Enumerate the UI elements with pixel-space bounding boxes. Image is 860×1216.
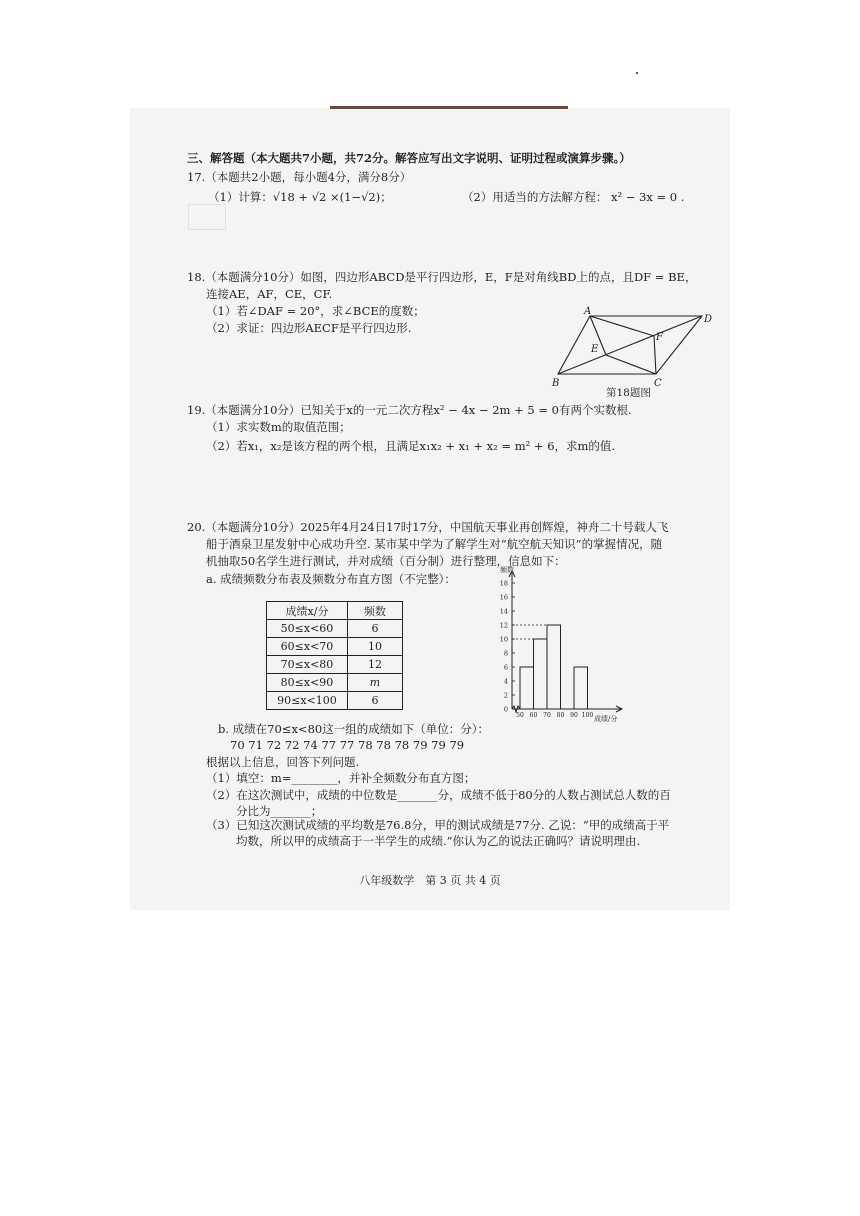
- y-tick-label: 0: [503, 705, 508, 714]
- table-row: [267, 656, 403, 674]
- x-tick-label: 50: [516, 712, 524, 719]
- q19-part2: （2）若x₁，x₂是该方程的两个根，且满足x₁x₂ + x₁ + x₂ = m² + 6，求m的值.: [206, 439, 616, 453]
- table-row: [267, 620, 403, 638]
- histogram-bar: [520, 667, 534, 709]
- table-header-cell: 频数: [348, 602, 403, 620]
- y-tick-label: 12: [499, 621, 508, 630]
- y-tick-label: 10: [499, 635, 508, 644]
- parallelogram-figure: [548, 306, 718, 396]
- table-row: [267, 692, 403, 710]
- y-tick-label: 14: [499, 607, 508, 616]
- table-row: [267, 674, 403, 692]
- q19-line1: 19.（本题满分10分）已知关于x的一元二次方程x² − 4x − 2m + 5 = 0有两个实数根.: [187, 403, 632, 417]
- q20-part-b: b. 成绩在70≤x<80这一组的成绩如下（单位：分）：: [218, 722, 489, 736]
- histogram-bar: [574, 667, 588, 709]
- q17-title: 17.（本题共2小题，每小题4分，满分8分）: [187, 170, 412, 184]
- q18-line1: 18.（本题满分10分）如图，四边形ABCD是平行四边形，E，F是对角线BD上的点，且DF = BE，: [187, 270, 697, 284]
- label-a: A: [584, 306, 592, 317]
- q20-part-a: a. 成绩频数分布表及频数分布直方图（不完整）：: [206, 572, 456, 586]
- top-edge-strip: [330, 106, 568, 109]
- y-tick-label: 2: [503, 691, 508, 700]
- q20-scores: 70 71 72 72 74 77 77 78 78 78 79 79 79: [230, 738, 465, 752]
- q18-line2: 连接AE，AF，CE，CF.: [206, 287, 333, 301]
- table-cell: 60≤x<70: [267, 638, 348, 656]
- y-tick-label: 4: [503, 677, 508, 686]
- q17-part1: （1）计算：√18 + √2 ×(1−√2)；: [208, 190, 392, 204]
- label-c: C: [654, 378, 662, 389]
- x-tick-label: 100: [581, 712, 594, 719]
- y-tick-label: 18: [499, 579, 508, 588]
- x-tick-label: 90: [570, 712, 578, 719]
- label-f: F: [656, 332, 663, 343]
- frequency-histogram: [484, 565, 634, 725]
- table-header-cell: 成绩x/分: [267, 602, 348, 620]
- histogram-bar: [547, 625, 561, 709]
- table-cell: 12: [348, 656, 403, 674]
- x-tick-label: 70: [543, 712, 551, 719]
- q17-part2: （2）用适当的方法解方程： x² − 3x = 0 .: [462, 190, 685, 204]
- q20-line1: 20.（本题满分10分）2025年4月24日17时17分，中国航天事业再创辉煌，神舟二十号载人飞: [187, 520, 669, 534]
- q20-sub2-line1: （2）在这次测试中，成绩的中位数是_______分，成绩不低于80分的人数占测试总人数的百: [206, 788, 671, 802]
- q20-sub3-line2: 均数，所以甲的成绩高于一半学生的成绩.”你认为乙的说法正确吗？请说明理由.: [236, 834, 641, 848]
- page-footer: 八年级数学 第 3 页 共 4 页: [359, 874, 501, 887]
- table-row: [267, 638, 403, 656]
- segment-af: [590, 316, 654, 336]
- table-cell: 80≤x<90: [267, 674, 348, 692]
- label-b: B: [552, 378, 560, 389]
- q20-instruction: 根据以上信息，回答下列问题.: [206, 755, 360, 769]
- q20-line2: 船于酒泉卫星发射中心成功升空. 某市某中学为了解学生对“航空航天知识”的掌握情况，随: [206, 537, 663, 551]
- section-heading: 三、解答题（本大题共7小题，共72分。解答应写出文字说明、证明过程或演算步骤。）: [187, 151, 631, 165]
- label-e: E: [591, 344, 599, 355]
- q18-part1: （1）若∠DAF = 20°，求∠BCE的度数；: [206, 304, 425, 318]
- q18-figure-caption: 第18题图: [606, 387, 651, 399]
- q20-sub2-line2: 分比为_______；: [236, 804, 323, 818]
- table-cell: 6: [348, 620, 403, 638]
- x-tick-label: 60: [529, 712, 538, 719]
- q19-part1: （1）求实数m的取值范围；: [206, 420, 351, 434]
- y-tick-label: 6: [503, 663, 508, 672]
- segment-ce: [606, 355, 656, 374]
- y-tick-label: 16: [499, 593, 508, 602]
- frequency-table: [266, 601, 403, 710]
- table-cell: 90≤x<100: [267, 692, 348, 710]
- histogram-bar: [534, 639, 548, 709]
- label-d: D: [704, 314, 713, 325]
- q20-sub1: （1）填空：m=________，并补全频数分布直方图；: [206, 771, 476, 785]
- table-cell: 6: [348, 692, 403, 710]
- x-tick-label: 80: [556, 712, 565, 719]
- table-cell: 50≤x<60: [267, 620, 348, 638]
- table-cell: 70≤x<80: [267, 656, 348, 674]
- hist-ylabel: 频数: [500, 566, 514, 574]
- smudge-mark: [188, 204, 226, 230]
- q20-line3: 机抽取50名学生进行测试，并对成绩（百分制）进行整理，信息如下：: [206, 554, 566, 568]
- speck: [636, 72, 638, 74]
- table-cell: m: [348, 674, 403, 692]
- q18-part2: （2）求证：四边形AECF是平行四边形.: [206, 321, 412, 335]
- table-header-row: [267, 602, 403, 620]
- diagonal-bd: [558, 316, 702, 374]
- y-tick-label: 8: [503, 649, 508, 658]
- hist-xlabel: 成绩/分: [594, 715, 618, 723]
- table-cell: 10: [348, 638, 403, 656]
- q20-sub3-line1: （3）已知这次测试成绩的平均数是76.8分，甲的测试成绩是77分. 乙说：“甲的成绩高于平: [206, 818, 670, 832]
